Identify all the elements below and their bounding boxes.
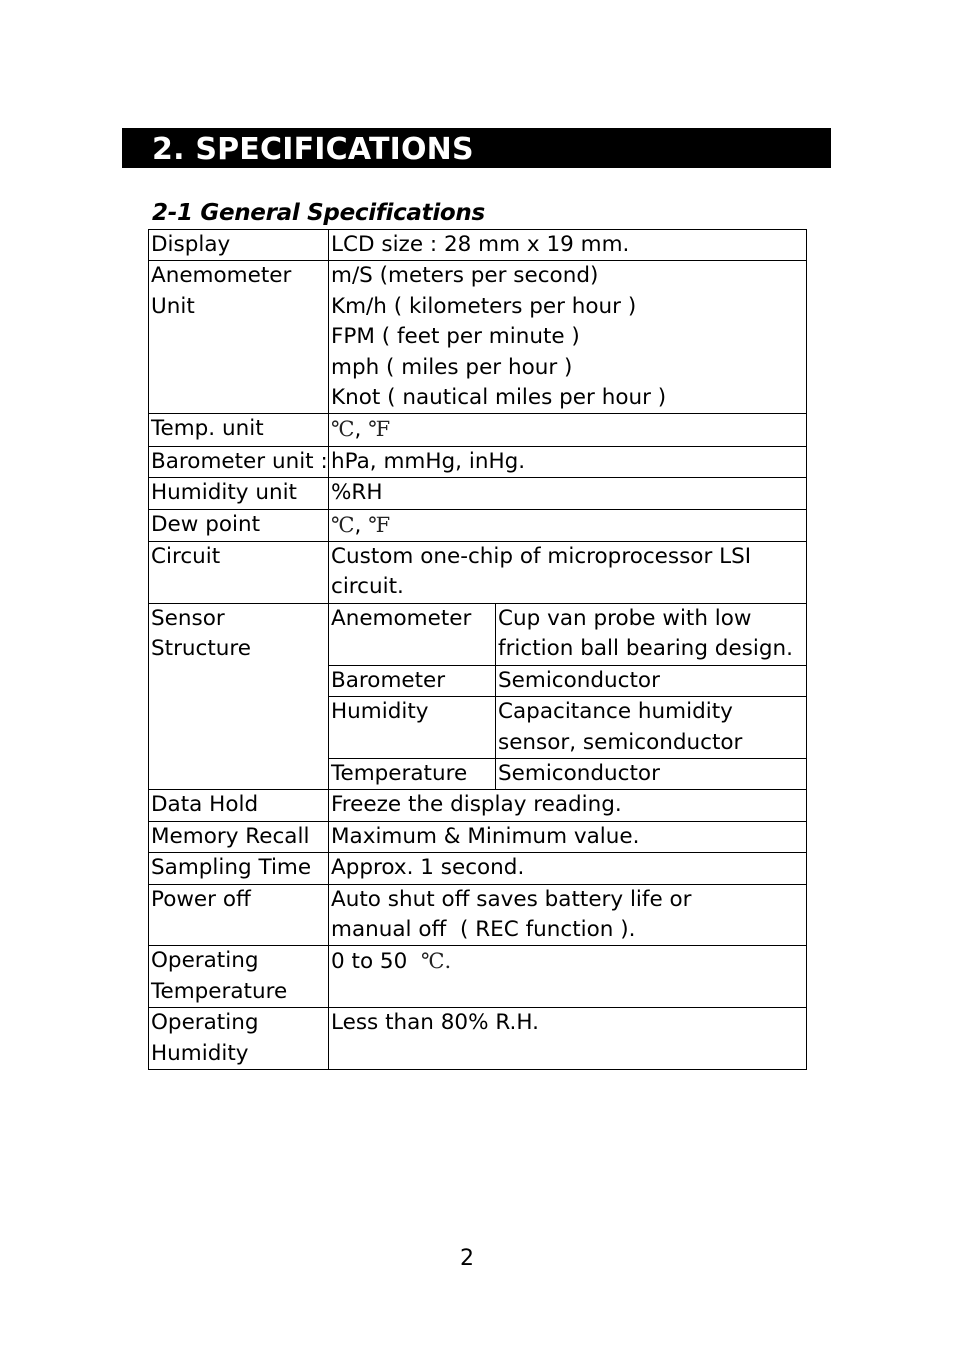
spec-label: Barometer unit :	[149, 446, 329, 477]
spec-label-line: Operating	[151, 948, 259, 974]
spec-row-barometer-unit	[149, 446, 807, 477]
spec-row-memory-recall	[149, 821, 807, 852]
spec-row-humidity-unit	[149, 478, 807, 509]
unit-separator: ,	[354, 417, 362, 443]
spec-label: Data Hold	[149, 790, 329, 821]
spec-value: %RH	[329, 478, 807, 509]
spec-value: Freeze the display reading.	[329, 790, 807, 821]
section-title: 2. SPECIFICATIONS	[152, 132, 474, 167]
spec-label: Circuit	[149, 542, 329, 604]
unit-option: m/S (meters per second)	[331, 263, 599, 289]
spec-value: Less than 80% R.H.	[329, 1008, 807, 1070]
spec-row-dew-point	[149, 509, 807, 541]
sensor-description-line: Cup van probe with low	[498, 605, 752, 631]
spec-value: LCD size : 28 mm x 19 mm.	[329, 230, 807, 261]
spec-row-anemometer-unit	[149, 261, 807, 414]
spec-value: Approx. 1 second.	[329, 853, 807, 884]
page-number: 2	[460, 1246, 474, 1271]
spec-row-sampling-time	[149, 853, 807, 884]
spec-label-line: Structure	[151, 636, 252, 662]
sensor-name: Temperature	[329, 758, 496, 789]
spec-row-sensor-anemometer	[149, 603, 807, 665]
spec-label-line: Humidity	[151, 1040, 249, 1066]
spec-value	[329, 261, 807, 414]
spec-label: Memory Recall	[149, 821, 329, 852]
spec-value-line: manual off ( REC function ).	[331, 916, 636, 942]
spec-row-operating-humidity	[149, 1008, 807, 1070]
unit-separator: ,	[354, 512, 362, 538]
spec-row-circuit	[149, 542, 807, 604]
spec-label	[149, 603, 329, 789]
temperature-range: 0 to 50	[331, 949, 415, 975]
spec-label: Power off	[149, 884, 329, 946]
spec-label	[149, 1008, 329, 1070]
spec-value	[329, 414, 807, 446]
spec-label	[149, 261, 329, 414]
spec-row-operating-temperature	[149, 946, 807, 1008]
spec-value	[329, 884, 807, 946]
sensor-description-line: Capacitance humidity	[498, 699, 733, 725]
spec-label-line: Temperature	[151, 978, 288, 1004]
spec-value-line: circuit.	[331, 574, 404, 600]
sensor-description: Semiconductor	[496, 758, 807, 789]
spec-label: Humidity unit	[149, 478, 329, 509]
celsius-symbol: ℃	[331, 417, 355, 442]
unit-option: Knot ( nautical miles per hour )	[331, 385, 667, 411]
spec-row-data-hold	[149, 790, 807, 821]
spec-label-line: Anemometer	[151, 263, 292, 289]
spec-label-line: Operating	[151, 1010, 259, 1036]
spec-label: Display	[149, 230, 329, 261]
spec-label	[149, 946, 329, 1008]
spec-value: hPa, mmHg, inHg.	[329, 446, 807, 477]
spec-value	[329, 509, 807, 541]
sensor-name: Barometer	[329, 665, 496, 696]
fahrenheit-symbol: ℉	[368, 417, 391, 442]
celsius-symbol: ℃	[331, 512, 355, 537]
spec-value	[329, 542, 807, 604]
sensor-name: Humidity	[329, 697, 496, 759]
spec-label-line: Sensor	[151, 605, 225, 631]
spec-label: Sampling Time	[149, 853, 329, 884]
spec-value-line: Custom one-chip of microprocessor LSI	[331, 544, 752, 570]
sensor-description-line: friction ball bearing design.	[498, 636, 793, 662]
general-specifications-table	[148, 229, 807, 1070]
sensor-description-line: sensor, semiconductor	[498, 729, 743, 755]
section-title-bar	[122, 128, 831, 168]
sensor-name: Anemometer	[329, 603, 496, 665]
spec-label-line: Unit	[151, 293, 195, 319]
fahrenheit-symbol: ℉	[368, 512, 391, 537]
unit-option: mph ( miles per hour )	[331, 354, 573, 380]
spec-row-power-off	[149, 884, 807, 946]
spec-value-line: Auto shut off saves battery life or	[331, 886, 692, 912]
subsection-title: 2-1 General Specifications	[152, 200, 485, 226]
spec-value: Maximum & Minimum value.	[329, 821, 807, 852]
unit-option: FPM ( feet per minute )	[331, 324, 580, 350]
sensor-description	[496, 603, 807, 665]
spec-row-display	[149, 230, 807, 261]
spec-label: Temp. unit	[149, 414, 329, 446]
sensor-description: Semiconductor	[496, 665, 807, 696]
unit-option: Km/h ( kilometers per hour )	[331, 293, 637, 319]
spec-value	[329, 946, 807, 1008]
sensor-description	[496, 697, 807, 759]
spec-row-temp-unit	[149, 414, 807, 446]
celsius-symbol: ℃.	[420, 949, 452, 974]
spec-label: Dew point	[149, 509, 329, 541]
